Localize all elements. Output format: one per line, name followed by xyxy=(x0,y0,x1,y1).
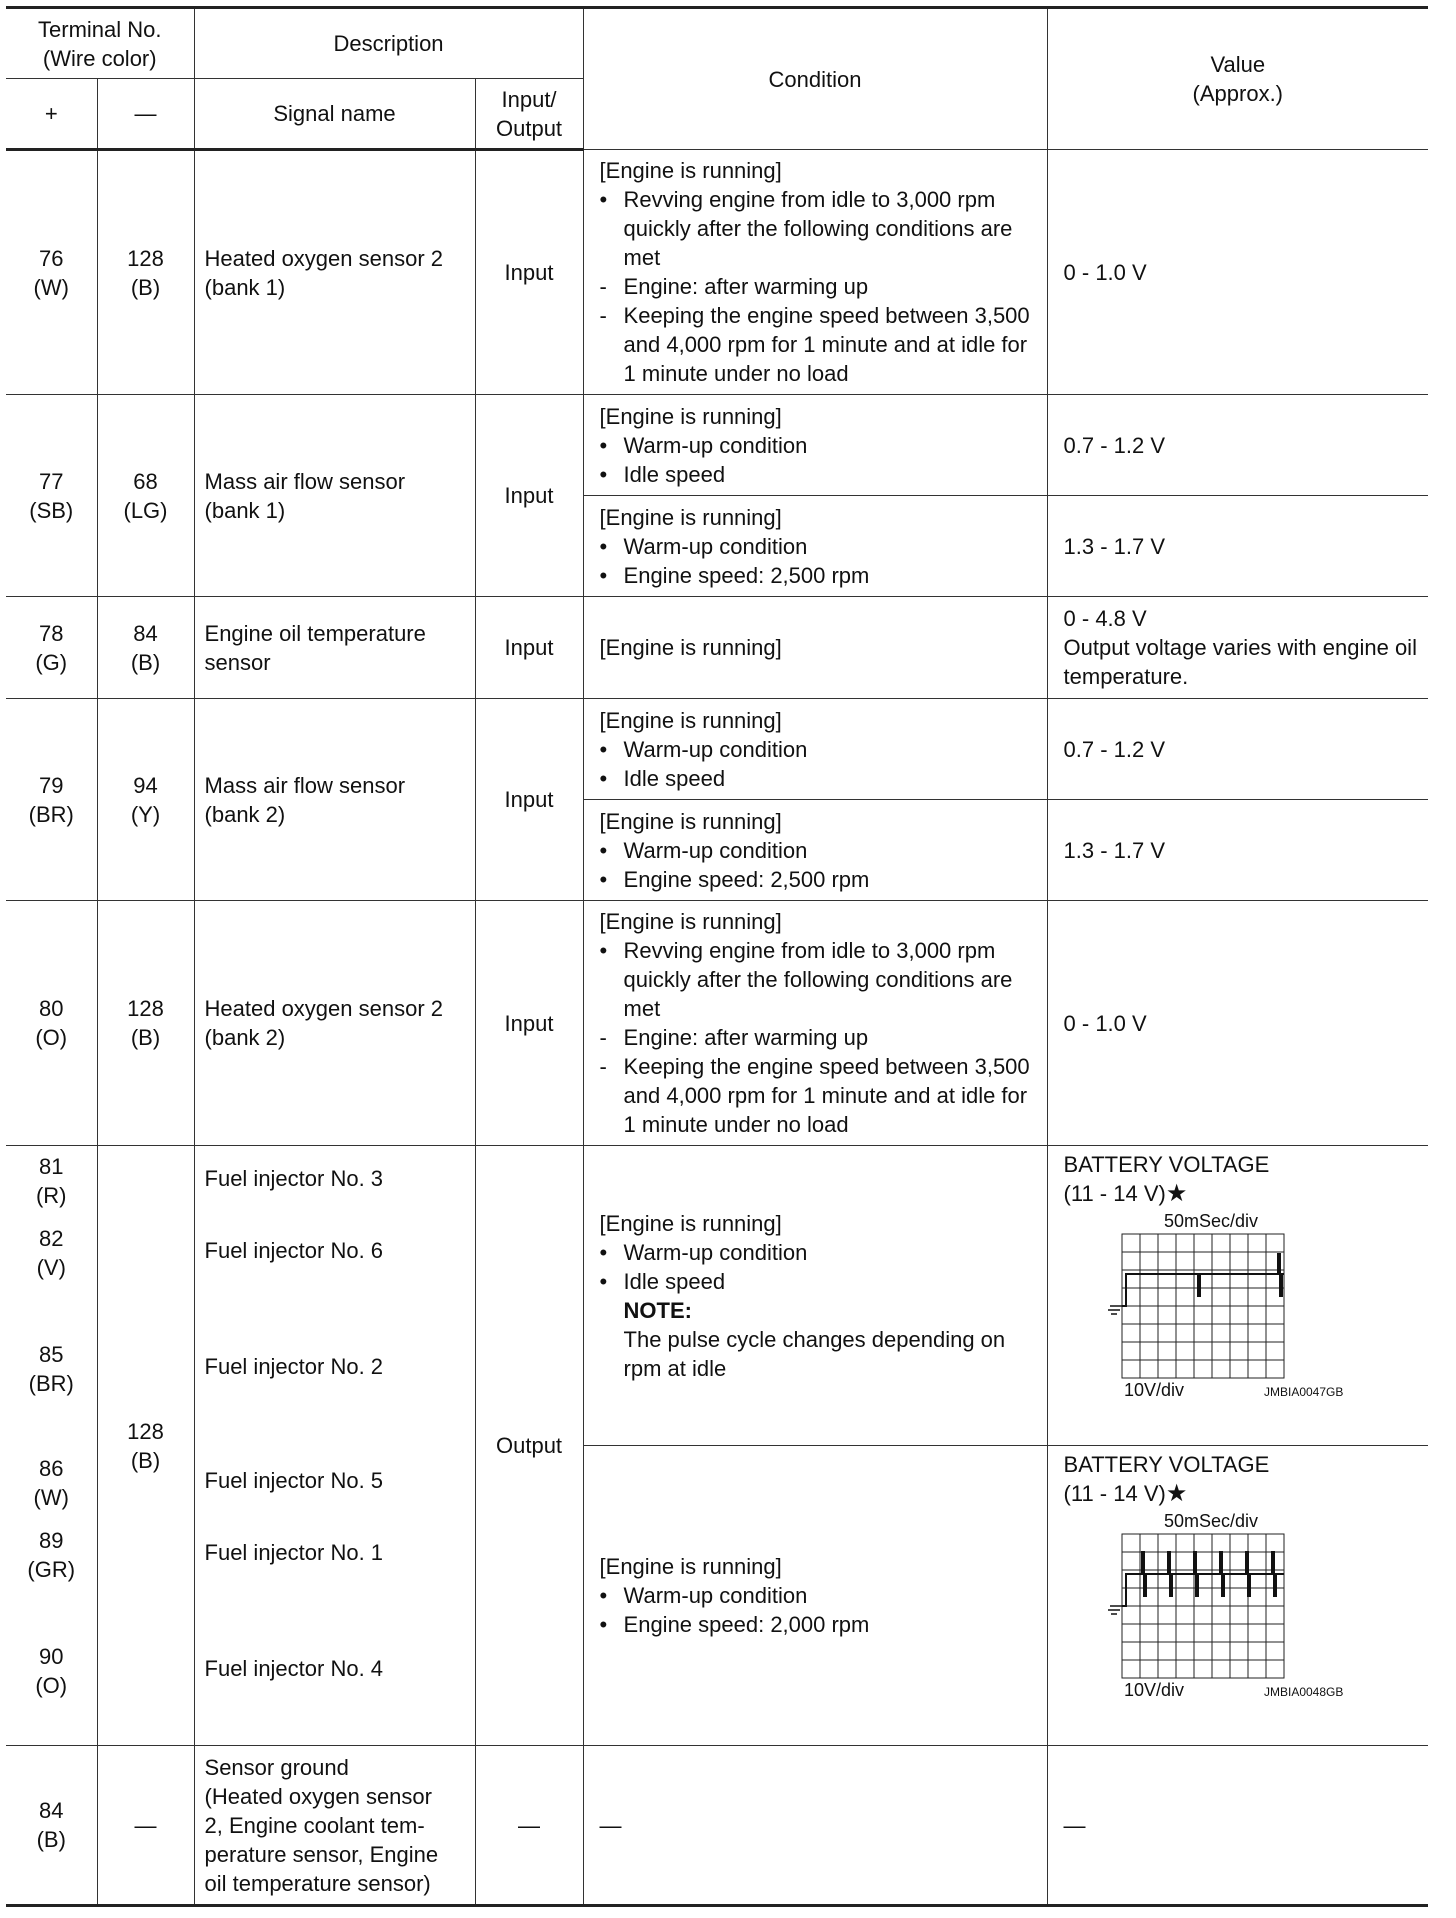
io-header: Input/ Output xyxy=(475,79,583,150)
svg-text:JMBIA0047GB: JMBIA0047GB xyxy=(1263,1385,1343,1399)
signal-name: Fuel injector No. 5 xyxy=(204,1468,384,1493)
signal-name: Fuel injector No. 1 xyxy=(204,1540,384,1565)
signal-name: Heated oxygen sensor 2 (bank 2) xyxy=(194,901,475,1146)
svg-text:JMBIA0048GB: JMBIA0048GB xyxy=(1263,1685,1343,1699)
svg-text:50mSec/div: 50mSec/div xyxy=(1163,1511,1258,1531)
value-cell: — xyxy=(1047,1746,1428,1906)
svg-text:10V/div: 10V/div xyxy=(1123,1380,1184,1400)
star-icon: ★ xyxy=(1165,1180,1188,1207)
condition-cell: [Engine is running] • Revving engine from idle to 3,000 rpm quickly after the following conditions are met - Engine: after warming up - Keeping the engine speed between 3,500 and 4,000 rpm for 1 minute and at idle for 1 minute under no load xyxy=(583,901,1047,1146)
injector-signal-names xyxy=(194,1146,475,1746)
value-cell: 1.3 - 1.7 V xyxy=(1047,496,1428,597)
condition-cell: [Engine is running] • Revving engine from idle to 3,000 rpm quickly after the following conditions are met - Engine: after warming up - Keeping the engine speed between 3,500 and 4,000 rpm for 1 minute and at idle for 1 minute under no load xyxy=(583,150,1047,395)
table-row xyxy=(6,1746,1428,1906)
signal-name: Fuel injector No. 2 xyxy=(204,1354,384,1379)
signal-name: Sensor ground (Heated oxygen sensor 2, Engine coolant tem- perature sensor, Engine oil temperature sensor) xyxy=(194,1746,475,1906)
terminal-table xyxy=(6,6,1428,1907)
io-cell: Input xyxy=(475,597,583,699)
terminal-minus: 128 (B) xyxy=(97,901,194,1146)
description-header: Description xyxy=(194,8,583,79)
value-cell: 0.7 - 1.2 V xyxy=(1047,395,1428,496)
io-cell: Input xyxy=(475,901,583,1146)
terminal-plus: 80 (O) xyxy=(6,901,97,1146)
terminal-minus: 128 (B) xyxy=(97,150,194,395)
condition-cell: [Engine is running] • Warm-up condition • Engine speed: 2,500 rpm xyxy=(583,800,1047,901)
oscilloscope-waveform-idle xyxy=(1064,1210,1419,1400)
io-cell: Output xyxy=(475,1146,583,1746)
condition-cell: [Engine is running] • Warm-up condition • Engine speed: 2,000 rpm xyxy=(583,1446,1047,1746)
table-row xyxy=(6,901,1428,1146)
signal-name: Fuel injector No. 3 xyxy=(204,1166,384,1191)
terminal-plus: 79 (BR) xyxy=(6,699,97,901)
io-cell: Input xyxy=(475,699,583,901)
terminal-minus: — xyxy=(97,1746,194,1906)
svg-text:10V/div: 10V/div xyxy=(1123,1680,1184,1700)
table-row xyxy=(6,150,1428,395)
minus-header: — xyxy=(97,79,194,150)
signal-name: Engine oil temperature sensor xyxy=(194,597,475,699)
oscilloscope-waveform-2000rpm xyxy=(1064,1510,1419,1700)
value-cell: 0 - 1.0 V xyxy=(1047,150,1428,395)
value-cell: 1.3 - 1.7 V xyxy=(1047,800,1428,901)
terminal-plus: 77 (SB) xyxy=(6,395,97,597)
condition-header: Condition xyxy=(583,8,1047,150)
condition-cell: [Engine is running] • Warm-up condition • Engine speed: 2,500 rpm xyxy=(583,496,1047,597)
table-row xyxy=(6,597,1428,699)
condition-cell: [Engine is running] • Warm-up condition • Idle speed xyxy=(583,699,1047,800)
terminal-minus: 128 (B) xyxy=(97,1146,194,1746)
injector-terminals-plus: 81 (R) 82 (V) 85 (BR) 86 (W) 89 (GR) 90 (O) xyxy=(6,1146,97,1746)
signal-name-header: Signal name xyxy=(194,79,475,150)
signal-name: Mass air flow sensor (bank 1) xyxy=(194,395,475,597)
condition-cell: [Engine is running] • Warm-up condition • Idle speed NOTE: The pulse cycle changes depending on rpm at idle xyxy=(583,1146,1047,1446)
signal-name: Mass air flow sensor (bank 2) xyxy=(194,699,475,901)
condition-cell: — xyxy=(583,1746,1047,1906)
terminal-plus: 76 (W) xyxy=(6,150,97,395)
table-row xyxy=(6,699,1428,800)
terminal-plus: 84 (B) xyxy=(6,1746,97,1906)
terminal-no-header: Terminal No. (Wire color) xyxy=(6,8,194,79)
value-header: Value (Approx.) xyxy=(1047,8,1428,150)
terminal-minus: 68 (LG) xyxy=(97,395,194,597)
terminal-plus: 78 (G) xyxy=(6,597,97,699)
signal-name: Fuel injector No. 4 xyxy=(204,1656,384,1681)
io-cell: Input xyxy=(475,395,583,597)
terminal-minus: 84 (B) xyxy=(97,597,194,699)
value-cell: 0 - 4.8 V Output voltage varies with engine oil temperature. xyxy=(1047,597,1428,699)
star-icon: ★ xyxy=(1165,1480,1188,1507)
table-row xyxy=(6,1146,1428,1446)
signal-name: Fuel injector No. 6 xyxy=(204,1238,384,1263)
note-text: The pulse cycle changes depending on rpm at idle xyxy=(623,1326,1006,1381)
note-label: NOTE: xyxy=(623,1297,692,1323)
plus-header: + xyxy=(6,79,97,150)
signal-name: Heated oxygen sensor 2 (bank 1) xyxy=(194,150,475,395)
terminal-minus: 94 (Y) xyxy=(97,699,194,901)
io-cell: Input xyxy=(475,150,583,395)
condition-cell: [Engine is running] xyxy=(583,597,1047,699)
io-cell: — xyxy=(475,1746,583,1906)
value-cell: BATTERY VOLTAGE (11 - 14 V)★ 50mSec/div 10V/div JMBIA0047GB xyxy=(1047,1146,1428,1446)
condition-cell: [Engine is running] • Warm-up condition • Idle speed xyxy=(583,395,1047,496)
svg-text:50mSec/div: 50mSec/div xyxy=(1163,1211,1258,1231)
table-row xyxy=(6,395,1428,496)
value-cell: BATTERY VOLTAGE (11 - 14 V)★ 50mSec/div 10V/div JMBIA0048GB xyxy=(1047,1446,1428,1746)
value-cell: 0 - 1.0 V xyxy=(1047,901,1428,1146)
value-cell: 0.7 - 1.2 V xyxy=(1047,699,1428,800)
